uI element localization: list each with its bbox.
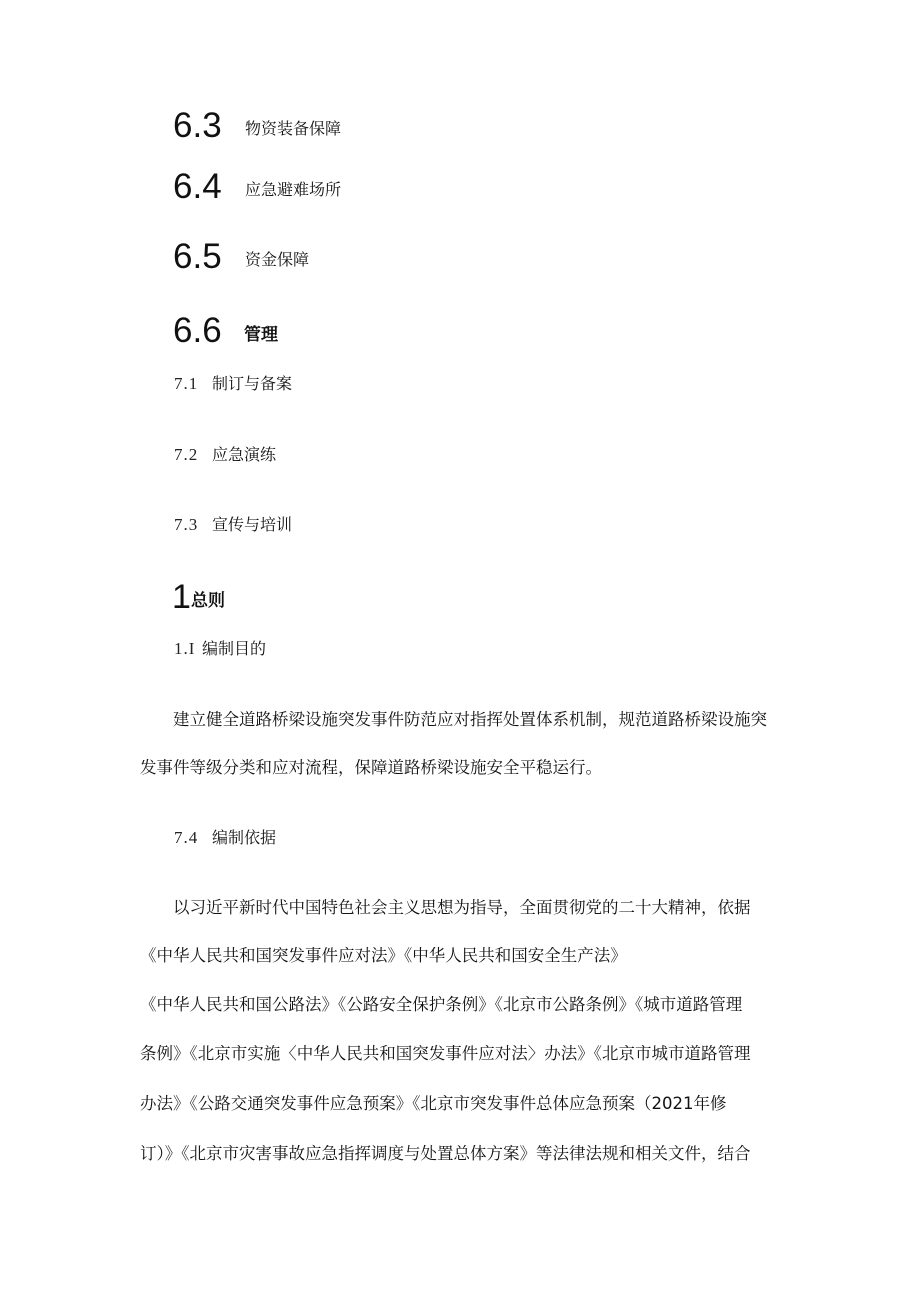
- toc-number: 6.3: [173, 106, 222, 145]
- paragraph-line: 办法》《公路交通突发事件应急预案》《北京市突发事件总体应急预案（2021年修: [140, 1094, 727, 1113]
- paragraph-line: 条例》《北京市实施〈中华人民共和国突发事件应对法〉办法》《北京市城市道路管理: [140, 1044, 751, 1063]
- toc-sublabel: 应急演练: [212, 445, 277, 464]
- paragraph-line: 订）》《北京市灾害事故应急指挥调度与处置总体方案》等法律法规和相关文件，结合: [140, 1144, 751, 1163]
- paragraph-line: 《中华人民共和国公路法》《公路安全保护条例》《北京市公路条例》《城市道路管理: [140, 995, 743, 1014]
- toc-sublabel: 宣传与培训: [212, 515, 293, 534]
- section-number: 1.I: [174, 639, 196, 658]
- paragraph-line: 建立健全道路桥梁设施突发事件防范应对指挥处置体系机制，规范道路桥梁设施突: [173, 710, 767, 729]
- toc-number: 6.4: [173, 167, 222, 206]
- toc-label: 资金保障: [245, 250, 310, 269]
- toc-sublabel: 制订与备案: [212, 374, 293, 393]
- toc-number: 6.6: [173, 311, 222, 350]
- toc-label: 物资装备保障: [245, 119, 342, 138]
- toc-label: 管理: [244, 325, 278, 345]
- toc-label: 应急避难场所: [245, 180, 342, 199]
- toc-subnumber: 7.1: [174, 374, 199, 393]
- paragraph-line: 《中华人民共和国突发事件应对法》《中华人民共和国安全生产法》: [140, 946, 627, 965]
- chapter-number: 1: [172, 578, 191, 616]
- section-title: 编制依据: [212, 828, 277, 847]
- chapter-title: 总则: [191, 591, 225, 611]
- paragraph-line: 以习近平新时代中国特色社会主义思想为指导，全面贯彻党的二十大精神，依据: [173, 898, 751, 917]
- toc-number: 6.5: [173, 237, 222, 276]
- section-number: 7.4: [174, 828, 199, 847]
- section-title: 编制目的: [202, 639, 267, 658]
- toc-subnumber: 7.3: [174, 515, 199, 534]
- toc-subnumber: 7.2: [174, 445, 199, 464]
- paragraph-line: 发事件等级分类和应对流程，保障道路桥梁设施安全平稳运行。: [140, 758, 602, 777]
